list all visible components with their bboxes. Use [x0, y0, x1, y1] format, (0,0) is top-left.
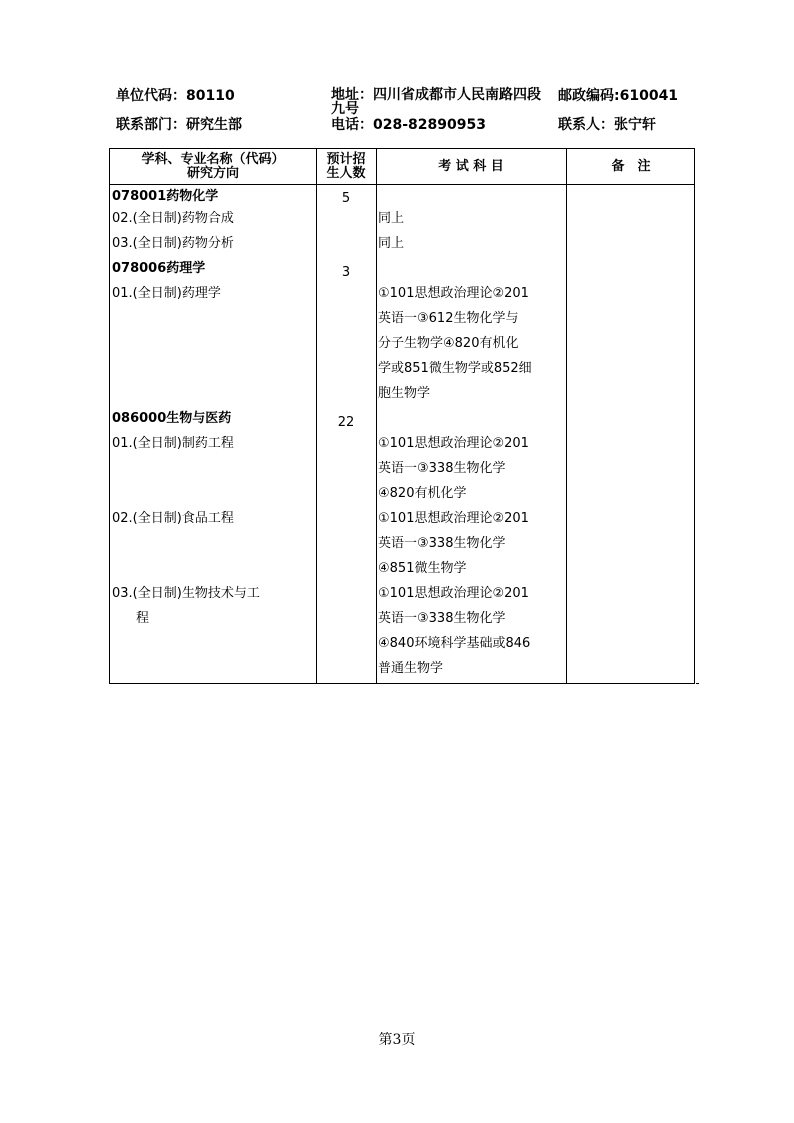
major-name: 078006药理学 — [112, 261, 206, 276]
table-edge-mark — [696, 683, 699, 684]
address: 地址：四川省成都市人民南路四段九号 — [331, 87, 541, 117]
column-divider — [566, 149, 567, 683]
exam-subjects-line: ④840环境科学基础或846 — [378, 636, 531, 651]
column-header-major-line2: 研究方向 — [186, 165, 239, 181]
column-header-exam — [376, 149, 566, 184]
contact-department: 联系部门：研究生部 — [116, 117, 242, 133]
direction-name: 01.(全日制)药理学 — [112, 286, 221, 301]
exam-subjects-line: ①101思想政治理论②201 — [378, 286, 529, 301]
quota-value: 5 — [341, 191, 351, 206]
column-header-exam-label: 考 试 科 目 — [438, 158, 504, 174]
column-header-major — [110, 149, 316, 184]
direction-name: 03.(全日制)药物分析 — [112, 236, 234, 251]
column-header-major-line1: 学科、专业名称（代码） — [141, 151, 285, 167]
exam-subjects-line: ①101思想政治理论②201 — [378, 436, 529, 451]
exam-subjects-line: 英语一③338生物化学 — [378, 536, 506, 551]
exam-subjects-line: 分子生物学④820有机化 — [378, 336, 519, 351]
direction-name: 03.(全日制)生物技术与工 — [112, 586, 260, 601]
exam-subjects-line: ④851微生物学 — [378, 561, 467, 576]
exam-subjects-line: 英语一③338生物化学 — [378, 461, 506, 476]
quota-value: 22 — [337, 415, 355, 430]
exam-subjects-line: ①101思想政治理论②201 — [378, 511, 529, 526]
major-name: 086000生物与医药 — [112, 411, 232, 426]
exam-subjects: 同上 — [378, 211, 405, 226]
column-header-remark-label: 备 注 — [611, 158, 651, 174]
exam-subjects-line: 英语一③338生物化学 — [378, 611, 506, 626]
column-divider — [376, 149, 377, 683]
column-header-quota — [316, 149, 376, 184]
quota-value: 3 — [341, 265, 351, 280]
contact-person: 联系人：张宁轩 — [558, 117, 656, 133]
page-number: 第3页 — [378, 1032, 416, 1048]
exam-subjects-line: 普通生物学 — [378, 661, 444, 676]
column-header-quota-line1: 预计招 — [326, 151, 366, 167]
direction-name: 02.(全日制)药物合成 — [112, 211, 234, 226]
exam-subjects-line: ④820有机化学 — [378, 486, 467, 501]
direction-name: 01.(全日制)制药工程 — [112, 436, 234, 451]
exam-subjects-line: ①101思想政治理论②201 — [378, 586, 529, 601]
column-header-remark — [566, 149, 696, 184]
exam-subjects-line: 胞生物学 — [378, 386, 431, 401]
phone: 电话：028-82890953 — [331, 117, 486, 133]
exam-subjects: 同上 — [378, 236, 405, 251]
exam-subjects-line: 学或851微生物学或852细 — [378, 361, 532, 376]
admissions-table — [109, 148, 695, 684]
postcode: 邮政编码:610041 — [558, 88, 679, 104]
major-name: 078001药物化学 — [112, 189, 219, 204]
direction-name: 02.(全日制)食品工程 — [112, 511, 234, 526]
exam-subjects-line: 英语一③612生物化学与 — [378, 311, 519, 326]
unit-code: 单位代码：80110 — [116, 88, 235, 104]
direction-name-continued: 程 — [136, 611, 150, 626]
column-header-quota-line2: 生人数 — [326, 165, 366, 181]
